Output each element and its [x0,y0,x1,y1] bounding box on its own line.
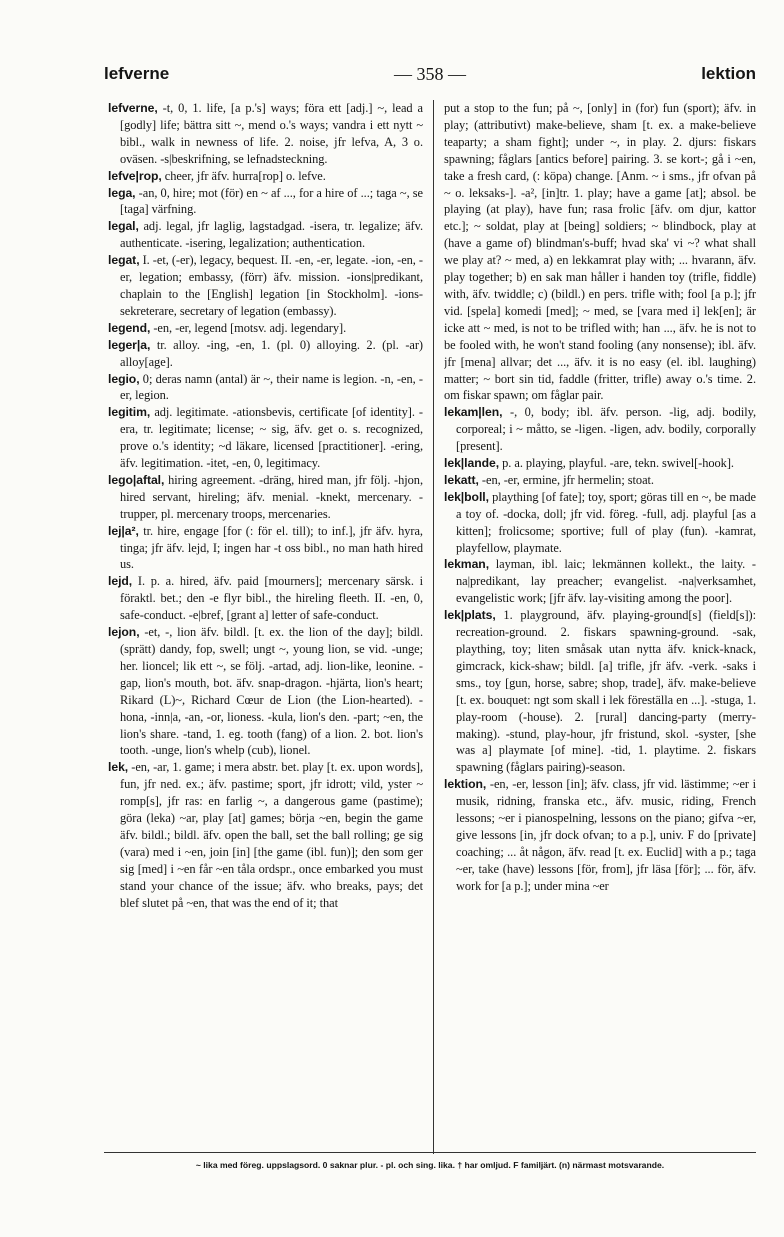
entry-headword: lejon, [108,625,140,640]
entry-headword: lek|boll, [444,489,489,504]
dictionary-entry [108,404,423,472]
entry-headword: lego|aftal, [108,472,165,487]
dictionary-entry [108,100,423,168]
dictionary-entry [444,472,756,489]
entry-headword: legal, [108,219,139,234]
entry-headword: lek, [108,760,129,775]
dictionary-entry [444,607,756,776]
entry-definition: 0; deras namn (antal) är ~, their name is legion. -n, -en, -er, legion. [120,371,423,403]
entry-definition: -en, -er, ermine, jfr hermelin; stoat. [478,472,654,487]
entry-headword: lek|lande, [444,456,500,471]
dictionary-entry [444,100,756,404]
entry-definition: I. p. a. hired, äfv. paid [mourners]; mercenary särsk. i föraktl. bet.; den -e flyr bibl., the hireling fleeth. II. -en, 0, safe-conduct. -e|bref, [grant a] letter of safe-conduct. [120,574,423,623]
page-header [104,64,756,90]
dictionary-entry [108,573,423,624]
dictionary-entry [444,455,756,472]
dictionary-entry [108,320,423,337]
entry-headword: lefve|rop, [108,168,162,183]
entry-headword: lek|plats, [444,608,496,623]
dictionary-entry [108,252,423,320]
entry-definition: 1. playground, äfv. playing-ground[s] (field[s]): recreation-ground. 2. fiskars spawning-ground. -sak, plaything, toy; liten småsak utan nytta äfv. knick-knack, gimcrack, kick-shaw; bildl. [a] trifle, jfr äfv. -verk. -saks i sms., toy [gun, horse, sabre; shop, trade], äfv. make-believe [t. ex. bouquet: ngt som skall i lek föreställa en ...]. -stuga, 1. play-room (-house). 2. [rural] dancing-party (merry-making). -stund, play-hour, jfr fristund, skol. -syster, [she was a] playmate [of mine]. -tid, 1. playtime. 2. fiskars spawning (fåglars pairing)-season. [456,608,756,775]
dictionary-entry [108,759,423,911]
entry-headword: lekam|len, [444,405,503,420]
dictionary-entry [108,218,423,252]
dictionary-entry [108,624,423,759]
entry-definition: tr. hire, engage [for (: för el. till); to inf.], jfr äfv. hyra, tinga; jfr äfv. lejd, I; ingen har -t oss bibl., no man hath hired us. [120,523,423,572]
dictionary-entry [108,472,423,523]
page-number: — 358 — [394,64,466,84]
entry-definition: put a stop to the fun; på ~, [only] in (for) fun (sport); äfv. in play; (attributivt) make-believe, sham [t. ex. a make-believe teaparty; a sham fight]; under ~, in play. 2. djurs: fiskars spawning; fåglars [antics before] pairing. 3. se kort-; gå i ~en, take a fresh card, (: köpa) change. [Anm. ~ i sms., jfr ofvan på ~ o. leksaks-]. -a², [in]tr. 1. play; have a game [at]; absol. be playing (at play), have fun; rasa frolic [äfv. om djur, kattor etc.]; ~ soldat, play at [being] soldiers; ~ blindbock, play at (have a game of) blindman's-buff; hvad ska' vi ~? what shall we play at? ~ med, a) en lekkamrat play with; ... hvarann, äfv. play together; b) en sak man håller i handen toy (trifle, fiddle) with, äfv. twiddle; c) (bildl.) en pers. trifle with; fool [a p.]; jfr vid. [spela] komedi [med]; ~ med, se [vara med i] lek[en]; är icke att ~ med, is not to be trifled with; han ..., äfv. he is not to be fooled with, he won't stand fooling (any nonsense); ibl. äfv. jfr [mena] allvar; det ..., äfv. it is no easy (el. ibl. laughing) matter; ~ bort sin tid, faddle (fritter, trifle) away o.'s time. 2. om fiskar spawn; om fåglar pair. [444,101,756,403]
entry-headword: lekatt, [444,472,479,487]
entry-headword: legat, [108,253,140,268]
entry-definition: p. a. playing, playful. -are, tekn. swivel[-hook]. [499,456,734,471]
entry-definition: -et, -, lion äfv. bildl. [t. ex. the lion of the day]; bildl. (sprätt) dandy, fop, swell; ungt ~, young lion, se vid. -unge; her. lioncel; lik ett ~, se följ. -artad, adj. lion-like, leonine. -gap, lion's mouth, bot. äfv. snap-dragon. -hjärta, lion's heart; Rikard (L)~, Richard Cœur de Lion (the Lion-hearted). -hona, -inn|a, -an, -or, lioness. -kula, lion's den. -part; ~en, the lion's share. -tand, 1. eg. tooth (fang) of a lion. 2. bot. lion's tooth. -unge, lion's whelp (cub), lionel. [120,625,423,758]
entry-definition: adj. legitimate. -ationsbevis, certificate [of identity]. -era, tr. legitimate; license; ~ sig, äfv. get o. s. recognized, prove o.'s identity; ~d läkare, licensed [practitioner]. -ering, äfv. legitimation. -itet, -en, 0, legitimacy. [120,405,423,471]
entry-definition: layman, ibl. laic; lekmännen kollekt., the laity. -na|predikant, lay preacher; evangelist. -na|verksamhet, evangelistic work; [jfr äfv. lay-visiting among the poor]. [456,557,756,606]
entry-definition: I. -et, (-er), legacy, bequest. II. -en, -er, legate. -ion, -en, -er, legation; embassy, (förr) äfv. mission. -ions|predikant, chaplain to the [English] legation [in Stockholm]. -ions-sekreterare, secretary of legation (embassy). [120,253,423,318]
entry-definition: tr. alloy. -ing, -en, 1. (pl. 0) alloying. 2. (pl. -ar) alloy[age]. [120,337,423,369]
entry-headword: legitim, [108,405,151,420]
entry-headword: lektion, [444,777,487,792]
entry-definition: -t, 0, 1. life, [a p.'s] ways; föra ett [adj.] ~, lead a [godly] life; bättra sitt ~, mend o.'s ways; vandra i ett nytt ~ bibl., walk in newness of life. 2. noise, jfr lefva, A, 3 o. oväsen. -s|beskrifning, se lefnadsteckning. [120,101,423,166]
entry-headword: lejd, [108,574,133,589]
entry-headword: legend, [108,320,151,335]
dictionary-entry [108,168,423,185]
entry-definition: cheer, jfr äfv. hurra[rop] o. lefve. [161,168,326,183]
dictionary-entry [444,404,756,455]
entry-headword: lega, [108,185,136,200]
dictionary-entry [444,556,756,607]
entry-definition: -en, -er, lesson [in]; äfv. class, jfr vid. lästimme; ~er i musik, ridning, franska etc., äfv. music, riding, French lessons; ~er i pianospelning, lessons on the piano; gifva ~er, give lessons [in, jfr dock ofvan; to a p.], univ. F do [private] coaching; ... åt någon, äfv. read [t. ex. Euclid] with a p.; taga ~er, take (have) lessons [för, from], jfr läsa [för]; ... för, äfv. work for [a p.]; under mina ~er [456,777,756,893]
dictionary-entry [108,371,423,405]
entry-headword: legio, [108,371,140,386]
entry-definition: adj. legal, jfr laglig, lagstadgad. -isera, tr. legalize; äfv. authenticate. -isering, legalization; authentication. [120,219,423,251]
entry-definition: plaything [of fate]; toy, sport; göras till en ~, be made a toy of. -docka, doll; jfr vid. föreg. -full, adj. playful [as a kitten]; frolicsome; sportive; full of play (fun). -kamrat, playfellow, playmate. [456,489,756,555]
dictionary-entry [108,337,423,371]
entry-definition: hiring agreement. -dräng, hired man, jfr följ. -hjon, hired servant, hireling; äfv. menial. -knekt, mercenary. -trupper, pl. mercenary troops, mercenaries. [120,472,423,521]
entry-headword: lekman, [444,557,490,572]
entry-definition: -en, -ar, 1. game; i mera abstr. bet. play [t. ex. upon words], fun, jfr ned. ex.; äfv. pastime; sport, jfr idrott; vild, yster ~ romp[s], jfr ras: en farlig ~, a dangerous game (pastime); göra (leka) ~ar, play [at] games; börja ~en, begin the game äfv. bildl.; bildl. äfv. open the ball, set the ball rolling; ge sig (vara) med i ~en, join [in] [the game (ibl. fun)]; den som ger sig [med] i ~en får ~en tåla ordspr., once embarked you must stand your chance of the issue; äfv. who breaks, pays; det blef slutet på ~en, that was the end of it; that [120,760,423,910]
entry-headword: leger|a, [108,337,151,352]
left-column [108,100,434,1154]
dictionary-entry [444,489,756,557]
entry-definition: -, 0, body; ibl. äfv. person. -lig, adj. bodily, corporeal; i ~ måtto, se -ligen. -ligen, adv. bodily, corporally [present]. [456,405,756,454]
entry-definition: -an, 0, hire; mot (för) en ~ af ..., for a hire of ...; taga ~, se [taga] värfning. [120,185,423,217]
dictionary-entry [108,523,423,574]
abbreviation-legend: ~ lika med föreg. uppslagsord. 0 saknar plur. - pl. och sing. lika. † har omljud. F familjärt. (n) närmast motsvarande. [195,1160,665,1170]
dictionary-entry [444,776,756,894]
header-left-word: lefverne [104,64,170,83]
right-column [444,100,756,1154]
dictionary-entry [108,185,423,219]
footer-divider [104,1152,756,1153]
entry-headword: lefverne, [108,101,158,115]
entry-definition: -en, -er, legend [motsv. adj. legendary]. [150,320,347,335]
header-right-word: lektion [701,64,756,83]
entry-headword: lej|a², [108,523,139,538]
